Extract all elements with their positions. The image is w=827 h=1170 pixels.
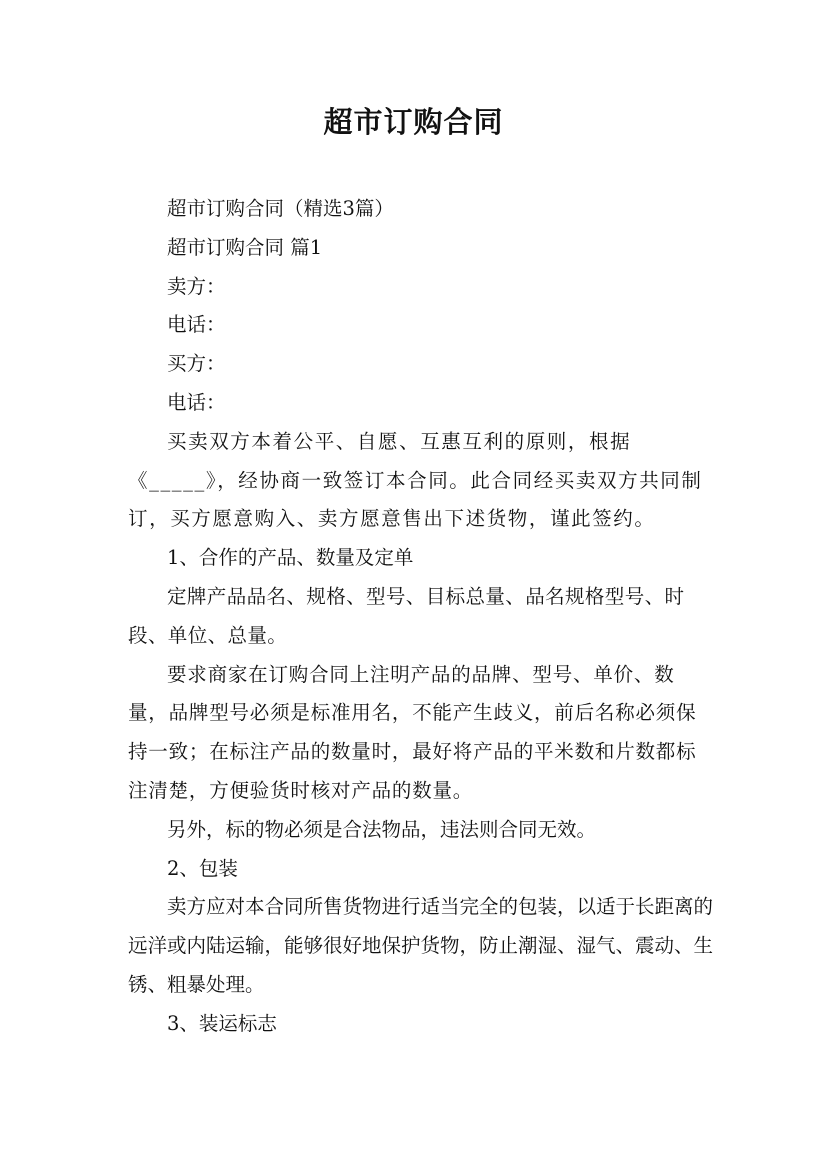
buyer-phone-line: 电话： — [167, 390, 226, 414]
clause-2-paragraph: 卖方应对本合同所售货物进行适当完全的包装，以适于长距离的远洋或内陆运输，能够很好地保护货物，防止潮湿、湿气、震动、生锈、粗暴处理。 — [128, 895, 714, 996]
section-heading-part-1: 超市订购合同 篇1 — [167, 235, 323, 259]
document-title: 超市订购合同 — [323, 105, 504, 139]
subtitle-paragraph: 超市订购合同（精选3篇） — [167, 197, 394, 220]
clause-1-paragraph-3: 另外，标的物必须是合法物品，违法则合同无效。 — [167, 817, 597, 841]
seller-line: 卖方： — [167, 274, 226, 298]
clause-1-paragraph-1: 定牌产品品名、规格、型号、目标总量、品名规格型号、时段、单位、总量。 — [128, 584, 685, 647]
buyer-line: 买方： — [167, 352, 226, 376]
document-body — [128, 190, 713, 1044]
clause-heading-1: 1、合作的产品、数量及定单 — [167, 546, 414, 570]
seller-phone-line: 电话： — [167, 313, 226, 337]
clause-heading-3: 3、装运标志 — [167, 1011, 277, 1035]
clause-1-paragraph-2: 要求商家在订购合同上注明产品的品牌、型号、单价、数量，品牌型号必须是标准用名，不能产生歧义，前后名称必须保持一致；在标注产品的数量时，最好将产品的平米数和片数都标注清楚，方便验货时核对产品的数量。 — [128, 662, 697, 802]
clause-heading-2: 2、包装 — [167, 856, 238, 880]
preamble-paragraph: 买卖双方本着公平、自愿、互惠互利的原则，根据《_____》，经协商一致签订本合同。此合同经买卖双方共同制订，买方愿意购入、卖方愿意售出下述货物，谨此签约。 — [128, 429, 703, 531]
